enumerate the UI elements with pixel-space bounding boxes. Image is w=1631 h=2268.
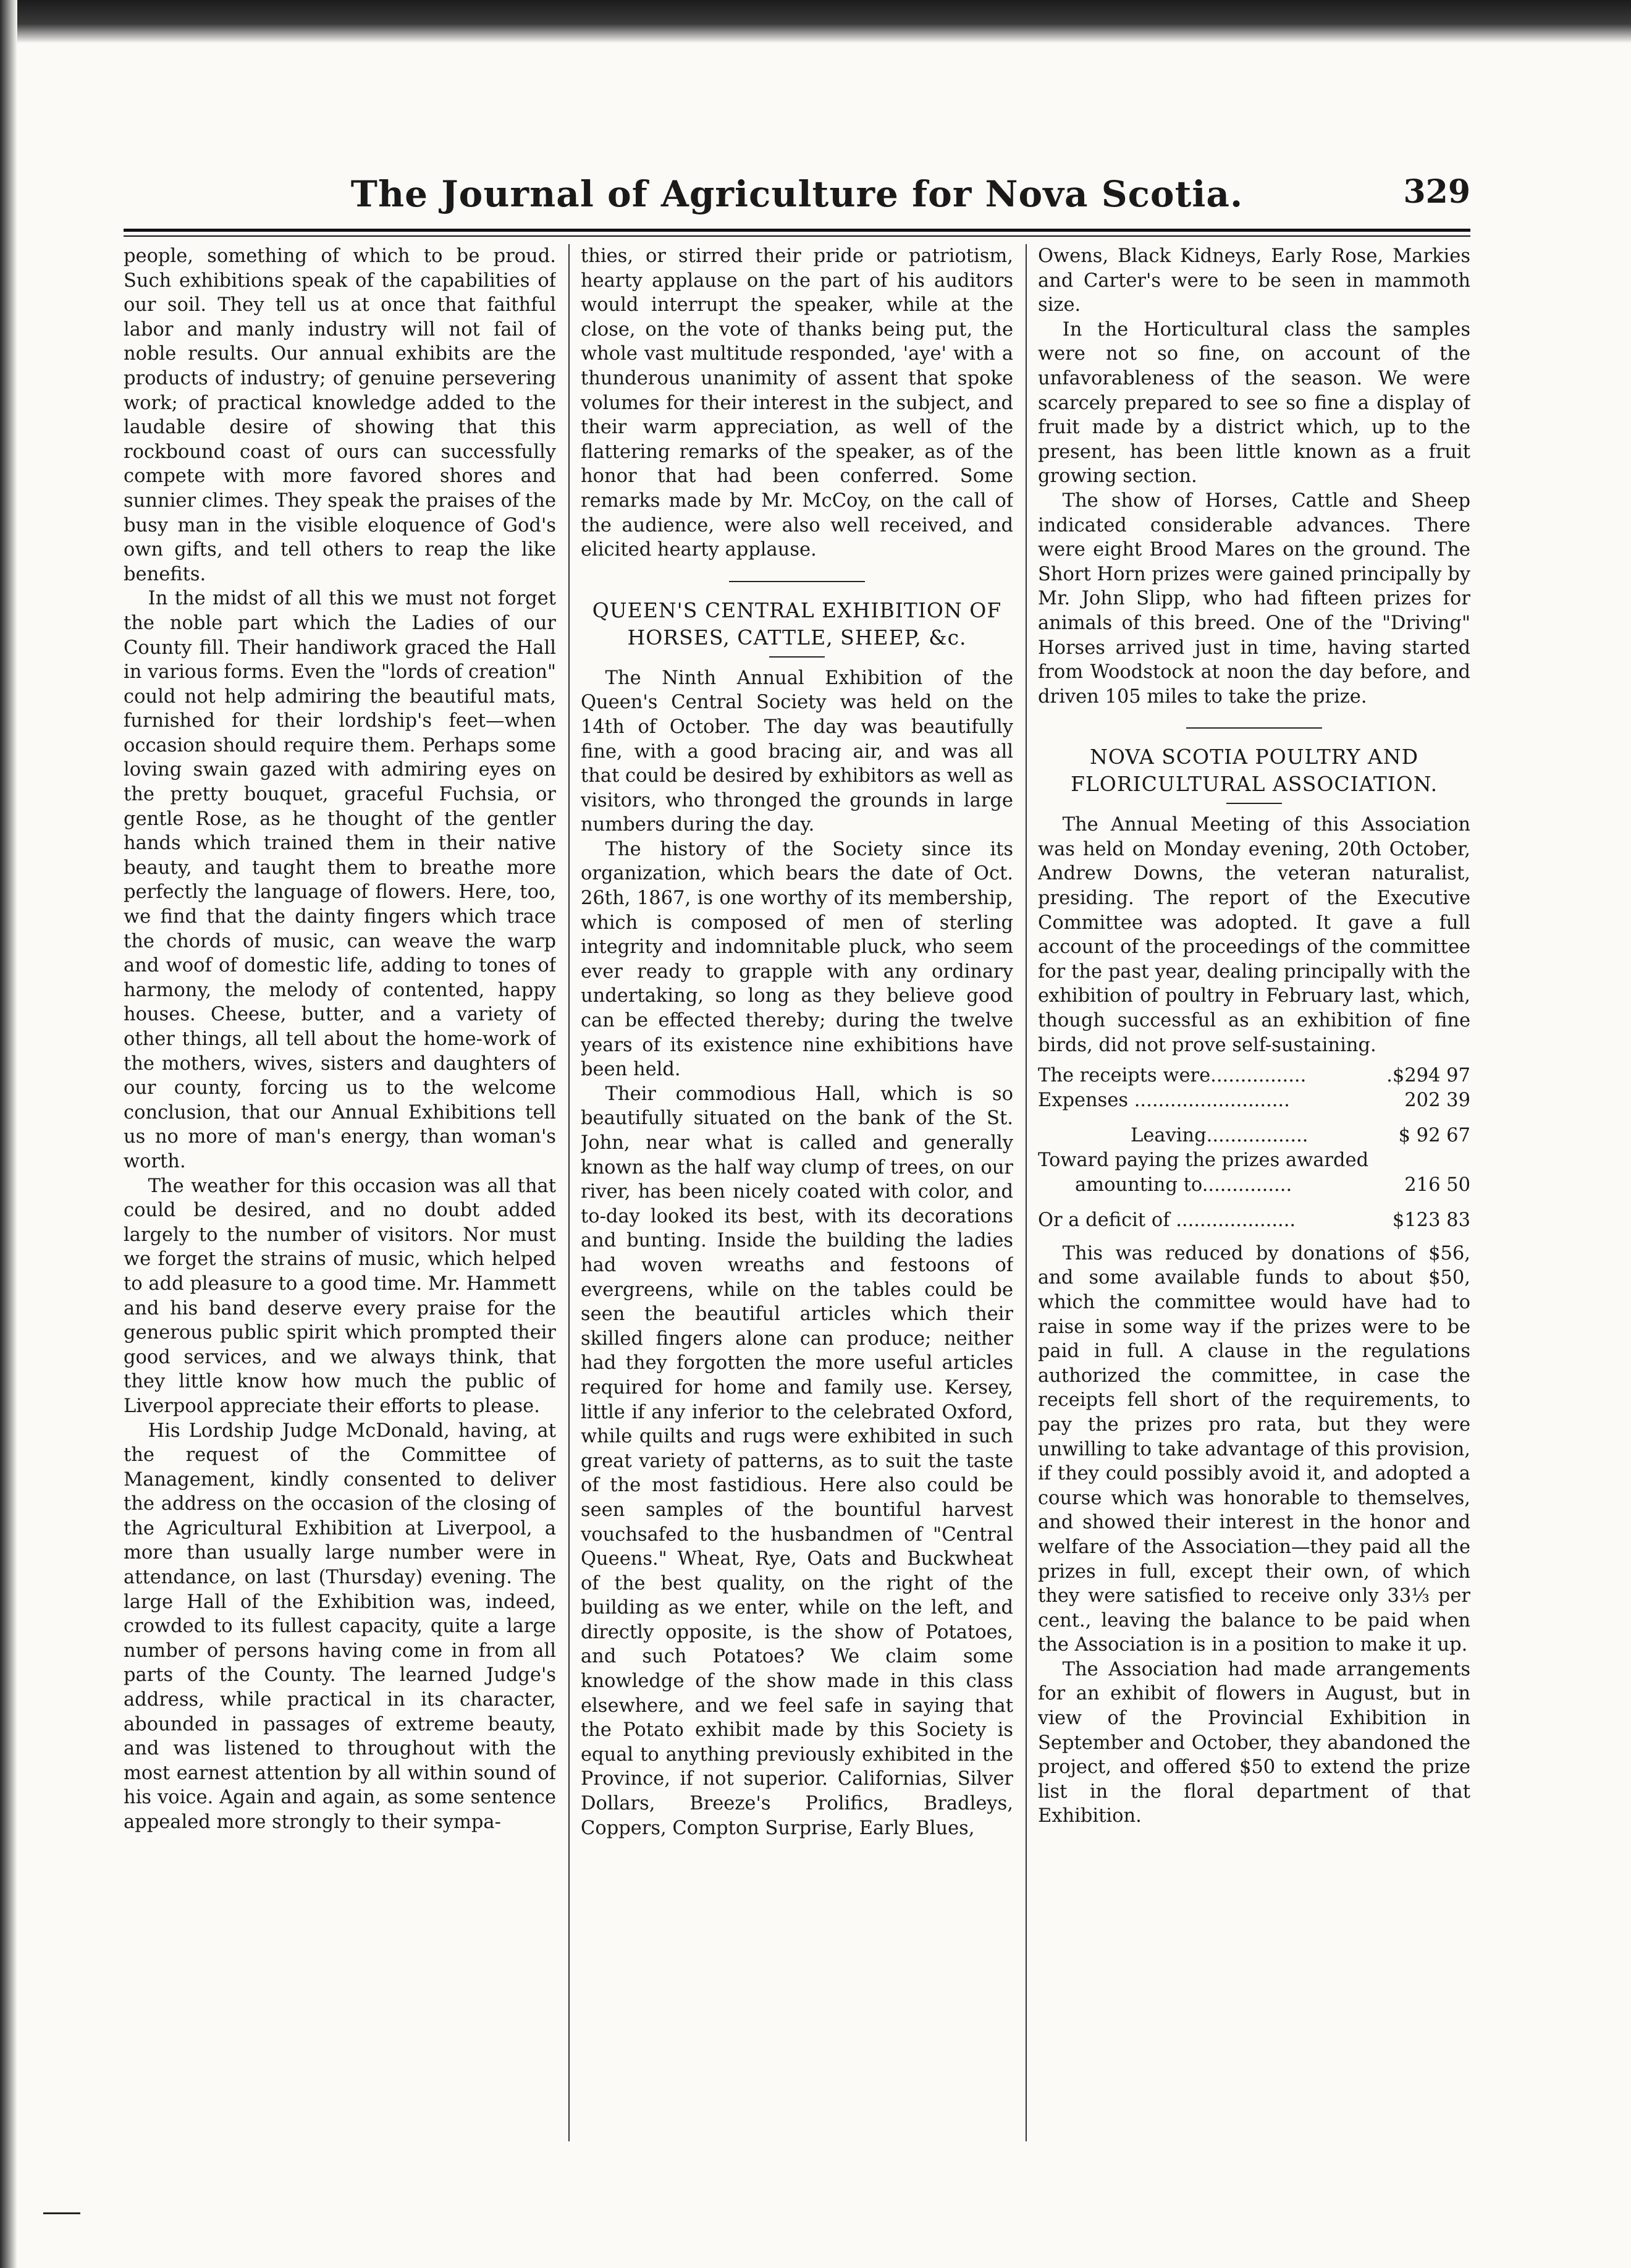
heading-rule bbox=[769, 656, 825, 658]
footer-mark bbox=[43, 2212, 80, 2214]
column-divider bbox=[1026, 244, 1027, 2141]
ledger-label: Toward paying the prizes awarded bbox=[1038, 1149, 1369, 1171]
ledger-label: amounting to............... bbox=[1075, 1174, 1292, 1196]
paragraph: The history of the Society since its organization, which bears the date of Oct. 26th, 1867, is one worthy of its membership, which is composed of men of sterling integrity and indomnitable pluck, who seem ever ready to grapple with any ordinary undertaking, so long as they believe good can be effected thereby; during the twelve years of its existence nine exhibitions have been held. bbox=[581, 838, 1013, 1081]
column-3 bbox=[1038, 244, 1470, 2141]
ledger-row-amounting bbox=[1038, 1173, 1470, 1198]
column-2 bbox=[581, 244, 1013, 2141]
ledger-row-deficit bbox=[1038, 1208, 1470, 1233]
scan-edge-top bbox=[0, 0, 1631, 43]
page-number: 329 bbox=[1403, 173, 1470, 211]
paragraph: This was reduced by donations of $56, and some available funds to about $50, which the committee would have had to raise in some way if the prizes were to be paid in full. A clause in the regulations authorized the committee, in case the receipts fell short of the requirements, to pay the prizes pro rata, but they were unwilling to take advantage of this provision, if they could possibly avoid it, and adopted a course which was honorable to themselves, and showed their interest in the honor and welfare of the Association—they paid all the prizes in full, except their own, of which they were satisfied to receive only 33⅓ per cent., leaving the balance to be paid when the Association is in a position to make it up. bbox=[1038, 1242, 1470, 1656]
section-rule bbox=[1186, 727, 1322, 729]
paragraph: thies, or stirred their pride or patriotism, hearty applause on the part of his auditors would interrupt the speaker, while at the close, on the vote of thanks being put, the whole vast multitude responded, 'aye' with a thunderous unanimity of assent that spoke volumes for their interest in the subject, and their warm appreciation, as well of the flattering remarks of the speaker, as of the honor that had been conferred. Some remarks made by Mr. McCoy, on the call of the audience, were also well received, and elicited hearty applause. bbox=[581, 245, 1013, 561]
paragraph: Owens, Black Kidneys, Early Rose, Markies and Carter's were to be seen in mammoth size. bbox=[1038, 245, 1470, 316]
column-divider bbox=[568, 244, 570, 2141]
paragraph: In the Horticultural class the samples were not so fine, on account of the unfavorableness of the season. We were scarcely prepared to see so fine a display of fruit made by a district which, up to the present, has been little known as a fruit growing section. bbox=[1038, 318, 1470, 488]
paragraph: Their commodious Hall, which is so beautifully situated on the bank of the St. John, near what is called and generally known as the half way clump of trees, on our river, has been nicely coated with color, and to-day looked its best, with its decorations and bunting. Inside the building the ladies had woven wreaths and festoons of evergreens, while on the tables could be seen the beautiful articles which their skilled fingers alone can produce; neither had they forgotten the more useful articles required for home and family use. Kersey, little if any inferior to the celebrated Oxford, while quilts and rugs were exhibited in such great variety of patterns, as to suit the taste of the most fastidious. Here also could be seen samples of the bountiful harvest vouchsafed to the husbandmen of "Central Queens." Wheat, Rye, Oats and Buckwheat of the best quality, on the right of the building as we enter, while on the left, and directly opposite, is the show of Potatoes, and such Potatoes? We claim some knowledge of the show made in this class elsewhere, and we feel safe in saying that the Potato exhibit made by this Society is equal to anything previously exhibited in the Province, if not superior. Californias, Silver Dollars, Breeze's Prolifics, Bradleys, Coppers, Compton Surprise, Early Blues, bbox=[581, 1083, 1013, 1839]
ledger-label: The receipts were................ bbox=[1038, 1065, 1307, 1087]
paragraph: The show of Horses, Cattle and Sheep indicated considerable advances. There were eight Brood Mares on the ground. The Short Horn prizes were gained principally by Mr. John Slipp, who had fifteen prizes for animals of this breed. One of the "Driving" Horses arrived just in time, having started from Woodstock at noon the day before, and driven 105 miles to take the prize. bbox=[1038, 489, 1470, 708]
paragraph: The weather for this occasion was all that could be desired, and no doubt added largely to the number of visitors. Nor must we forget the strains of music, which helped to add pleasure to a good time. Mr. Hammett and his band deserve every praise for the generous public spirit which prompted their good services, and we always think, that they little know how much the public of Liverpool appreciate their efforts to please. bbox=[124, 1175, 556, 1417]
paragraph: The Ninth Annual Exhibition of the Queen's Central Society was held on the 14th of October. The day was beautifully fine, with a good bracing air, and was all that could be desired by exhibitors as well as visitors, who thronged the grounds in large numbers during the day. bbox=[581, 667, 1013, 836]
ledger-row-expenses bbox=[1038, 1088, 1470, 1113]
paragraph: people, something of which to be proud. Such exhibitions speak of the capabilities of our soil. They tell us at once that faithful labor and manly industry will not fail of noble results. Our annual exhibits are the products of industry; of genuine persevering work; of practical knowledge added to the laudable desire of showing that this rockbound coast of ours can successfully compete with more favored shores and sunnier climes. They speak the praises of the busy man in the visible eloquence of God's own gifts, and tell others to reap the like benefits. bbox=[124, 245, 556, 585]
paragraph: His Lordship Judge McDonald, having, at the request of the Committee of Management, kindly consented to deliver the address on the occasion of the closing of the Agricultural Exhibition at Liverpool, a more than usually large number were in attendance, on last (Thursday) evening. The large Hall of the Exhibition was, indeed, crowded to its fullest capacity, quite a large number of persons having come in from all parts of the County. The learned Judge's address, while practical in its character, abounded in passages of extreme beauty, and was listened to throughout with the most earnest attention by all within sound of his voice. Again and again, as some sentence appealed more strongly to their sympa- bbox=[124, 1420, 556, 1833]
ledger-row-receipts bbox=[1038, 1064, 1470, 1088]
article-columns bbox=[124, 244, 1470, 2141]
ledger-label: Or a deficit of .................... bbox=[1038, 1209, 1296, 1232]
ledger-amount: $123 83 bbox=[1392, 1209, 1470, 1232]
section-heading: QUEEN'S CENTRAL EXHIBITION OF HORSES, CATTLE, SHEEP, &c. bbox=[592, 598, 1002, 650]
ledger-amount: $ 92 67 bbox=[1398, 1125, 1470, 1147]
journal-title: The Journal of Agriculture for Nova Scotia. bbox=[350, 173, 1244, 215]
scan-edge-left bbox=[0, 0, 17, 2268]
ledger-amount: 216 50 bbox=[1404, 1174, 1470, 1196]
financial-ledger bbox=[1038, 1064, 1470, 1233]
paragraph: The Annual Meeting of this Association was held on Monday evening, 20th October, Andrew Downs, the veteran naturalist, presiding. The report of the Executive Committee was adopted. It gave a full account of the proceedings of the committee for the past year, dealing principally with the exhibition of poultry in February last, which, though successful as an exhibition of fine birds, did not prove self-sustaining. bbox=[1038, 814, 1470, 1056]
page-header bbox=[124, 167, 1470, 222]
ledger-row-leaving bbox=[1038, 1123, 1470, 1148]
heading-rule bbox=[1226, 803, 1282, 804]
ledger-label: Leaving................. bbox=[1131, 1125, 1309, 1147]
paragraph: In the midst of all this we must not forget the noble part which the Ladies of our County fill. Their handiwork graced the Hall in various forms. Even the "lords of creation" could not help admiring the beautiful mats, furnished for their lordship's feet—when occasion should require them. Perhaps some loving swain gazed with admiring eyes on the pretty bouquet, graceful Fuchsia, or gentle Rose, as he thought of the gentler hands which trained them in their native beauty, and taught them to breathe more perfectly the language of flowers. Here, too, we find that the dainty fingers which trace the chords of music, can weave the warp and woof of domestic life, adding to tones of harmony, the melody of contented, happy houses. Cheese, butter, and a variety of other things, all tell about the home-work of the mothers, wives, sisters and daughters of our county, forcing us to the welcome conclusion, that our Annual Exhibitions tell us no more of man's energy, than woman's worth. bbox=[124, 588, 556, 1172]
ledger-label: Expenses .......................... bbox=[1038, 1089, 1290, 1111]
ledger-amount: .$294 97 bbox=[1386, 1065, 1470, 1087]
section-heading: NOVA SCOTIA POULTRY AND FLORICULTURAL ASSOCIATION. bbox=[1070, 745, 1438, 797]
header-rule bbox=[124, 229, 1470, 237]
ledger-amount: 202 39 bbox=[1404, 1089, 1470, 1111]
ledger-row-toward bbox=[1038, 1148, 1470, 1173]
section-rule bbox=[729, 581, 865, 582]
column-1 bbox=[124, 244, 556, 2141]
paragraph: The Association had made arrangements for an exhibit of flowers in August, but in view of the Provincial Exhibition in September and October, they abandoned the project, and offered $50 to extend the prize list in the floral department of that Exhibition. bbox=[1038, 1658, 1470, 1827]
